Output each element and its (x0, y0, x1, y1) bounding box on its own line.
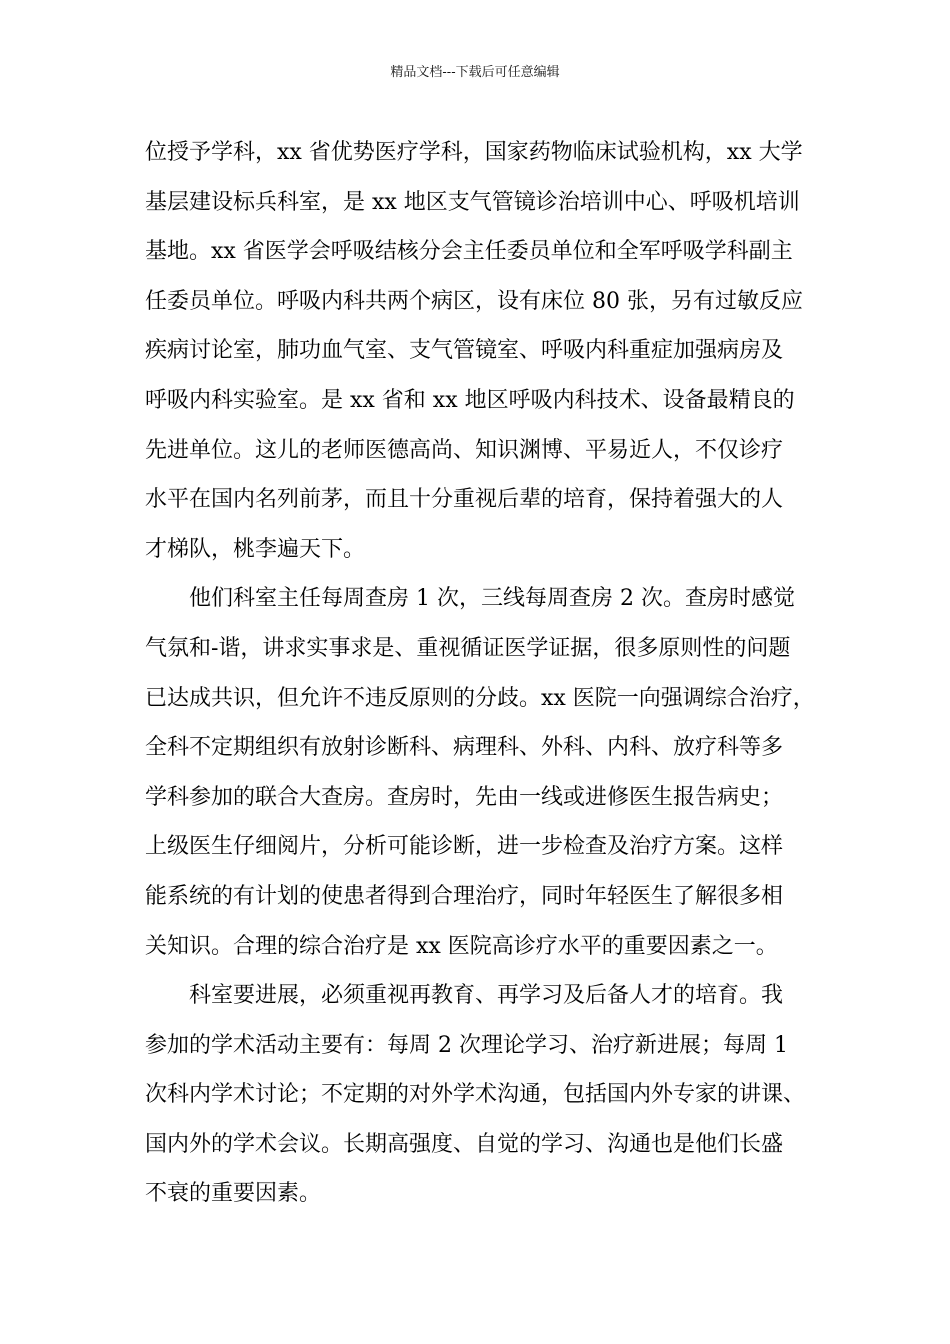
text-line: 呼吸内科实验室。是 xx 省和 xx 地区呼吸内科技术、设备最精良的 (145, 387, 795, 413)
text-line: 水平在国内名列前茅，而且十分重视后辈的培育，保持着强大的人 (145, 487, 784, 513)
text-line: 任委员单位。呼吸内科共两个病区，设有床位 80 张，另有过敏反应 (145, 288, 803, 314)
text-line: 科室要进展，必须重视再教育、再学习及后备人才的培育。我 (189, 983, 784, 1009)
text-line: 参加的学术活动主要有：每周 2 次理论学习、治疗新进展；每周 1 (145, 1032, 788, 1058)
text-line: 位授予学科，xx 省优势医疗学科，国家药物临床试验机构，xx 大学 (145, 140, 803, 165)
text-line: 能系统的有计划的使患者得到合理治疗，同时年轻医生了解很多相 (145, 883, 784, 909)
text-line: 关知识。合理的综合治疗是 xx 医院高诊疗水平的重要因素之一。 (145, 933, 778, 959)
text-line: 学科参加的联合大查房。查房时，先由一线或进修医生报告病史； (145, 784, 784, 810)
text-line: 他们科室主任每周查房 1 次，三线每周查房 2 次。查房时感觉 (189, 586, 795, 612)
text-line: 疾病讨论室，肺功血气室、支气管镜室、呼吸内科重症加强病房及 (145, 338, 784, 364)
text-line: 气氛和-谐，讲求实事求是、重视循证医学证据，很多原则性的问题 (145, 635, 791, 661)
paragraph-1 (145, 128, 810, 574)
text-line: 基地。xx 省医学会呼吸结核分会主任委员单位和全军呼吸学科副主 (145, 239, 793, 265)
text-line: 次科内学术讨论；不定期的对外学术沟通，包括国内外专家的讲课、 (145, 1082, 806, 1108)
text-line: 国内外的学术会议。长期高强度、自觉的学习、沟通也是他们长盛 (145, 1131, 784, 1157)
text-line: 不衰的重要因素。 (145, 1181, 322, 1207)
text-line: 才梯队，桃李遍天下。 (145, 536, 366, 562)
text-line: 全科不定期组织有放射诊断科、病理科、外科、内科、放疗科等多 (145, 735, 784, 761)
paragraph-3 (145, 971, 810, 1219)
paragraph-2 (145, 574, 815, 971)
text-line: 上级医生仔细阅片，分析可能诊断，进一步检查及治疗方案。这样 (145, 834, 784, 860)
document-body (145, 128, 815, 1219)
text-line: 已达成共识，但允许不违反原则的分歧。xx 医院一向强调综合治疗， (145, 685, 815, 711)
page-header: 精品文档---下载后可任意编辑 (390, 65, 560, 80)
text-line: 先进单位。这儿的老师医德高尚、知识渊博、平易近人，不仅诊疗 (145, 437, 784, 463)
text-line: 基层建设标兵科室，是 xx 地区支气管镜诊治培训中心、呼吸机培训 (145, 189, 800, 215)
